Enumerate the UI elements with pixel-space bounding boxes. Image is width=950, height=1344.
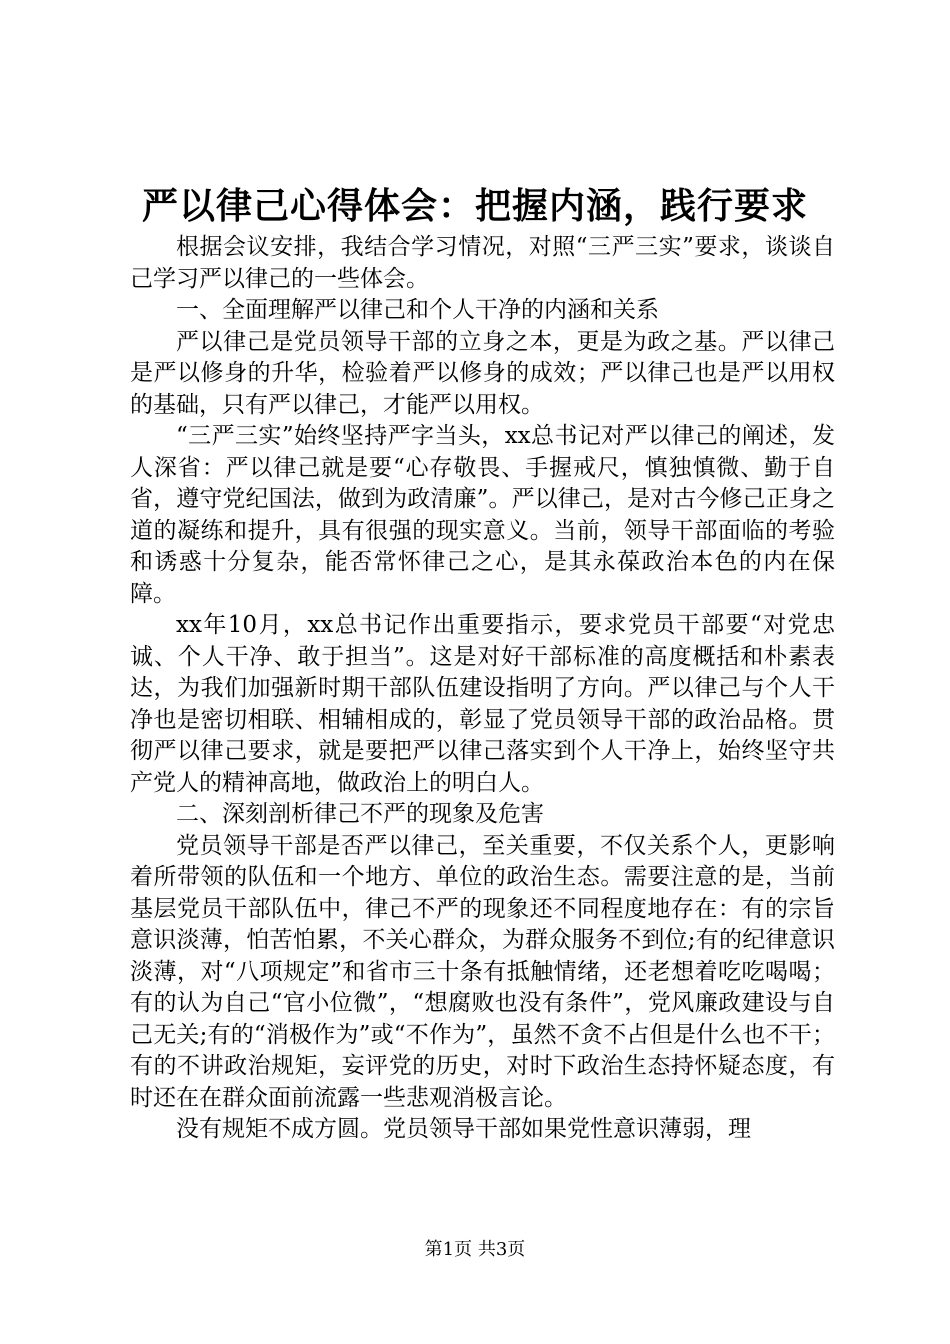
document-title: 严以律己心得体会：把握内涵，践行要求 (141, 185, 808, 227)
paragraph: xx年10月，xx总书记作出重要指示，要求党员干部要“对党忠诚、个人干净、敢于担当”。这是对好干部标准的高度概括和朴素表达，为我们加强新时期干部队伍建设指明了方向。严以律己与个人干净也是密切相联、相辅相成的，彰显了党员领导干部的政治品格。贯彻严以律己要求，就是要把严以律己落实到个人干净上，始终坚守共产党人的精神高地，做政治上的明白人。 (130, 612, 835, 796)
paragraph: 没有规矩不成方圆。党员领导干部如果党性意识薄弱，理 (176, 1116, 751, 1142)
paragraph: 党员领导干部是否严以律己，至关重要，不仅关系个人，更影响着所带领的队伍和一个地方、单位的政治生态。需要注意的是，当前基层党员干部队伍中，律己不严的现象还不同程度地存在：有的宗旨意识淡薄，怕苦怕累，不关心群众，为群众服务不到位;有的纪律意识淡薄，对“八项规定”和省市三十条有抵触情绪，还老想着吃吃喝喝；有的认为自己“官小位微”，“想腐败也没有条件”，党风廉政建设与自己无关;有的“消极作为”或“不作为”，虽然不贪不占但是什么也不干；有的不讲政治规矩，妄评党的历史，对时下政治生态持怀疑态度，有时还在在群众面前流露一些悲观消极言论。 (130, 832, 835, 1111)
document-body (130, 232, 835, 1146)
section-heading-2: 二、深刻剖析律己不严的现象及危害 (176, 801, 544, 827)
paragraph: 严以律己是党员领导干部的立身之本，更是为政之基。严以律己是严以修身的升华，检验着严以修身的成效；严以律己也是严以用权的基础，只有严以律己，才能严以用权。 (130, 328, 835, 418)
paragraph: “三严三实”始终坚持严字当头，xx总书记对严以律己的阐述，发人深省：严以律己就是要“心存敬畏、手握戒尺，慎独慎微、勤于自省，遵守党纪国法，做到为政清廉”。严以律己，是对古今修己正身之道的凝练和提升，具有很强的现实意义。当前，领导干部面临的考验和诱惑十分复杂，能否常怀律己之心，是其永葆政治本色的内在保障。 (130, 423, 835, 607)
page-footer: 第1页 共3页 (424, 1239, 526, 1260)
paragraph-intro: 根据会议安排，我结合学习情况，对照“三严三实”要求，谈谈自己学习严以律己的一些体会。 (130, 234, 835, 292)
section-heading-1: 一、全面理解严以律己和个人干净的内涵和关系 (176, 297, 659, 323)
